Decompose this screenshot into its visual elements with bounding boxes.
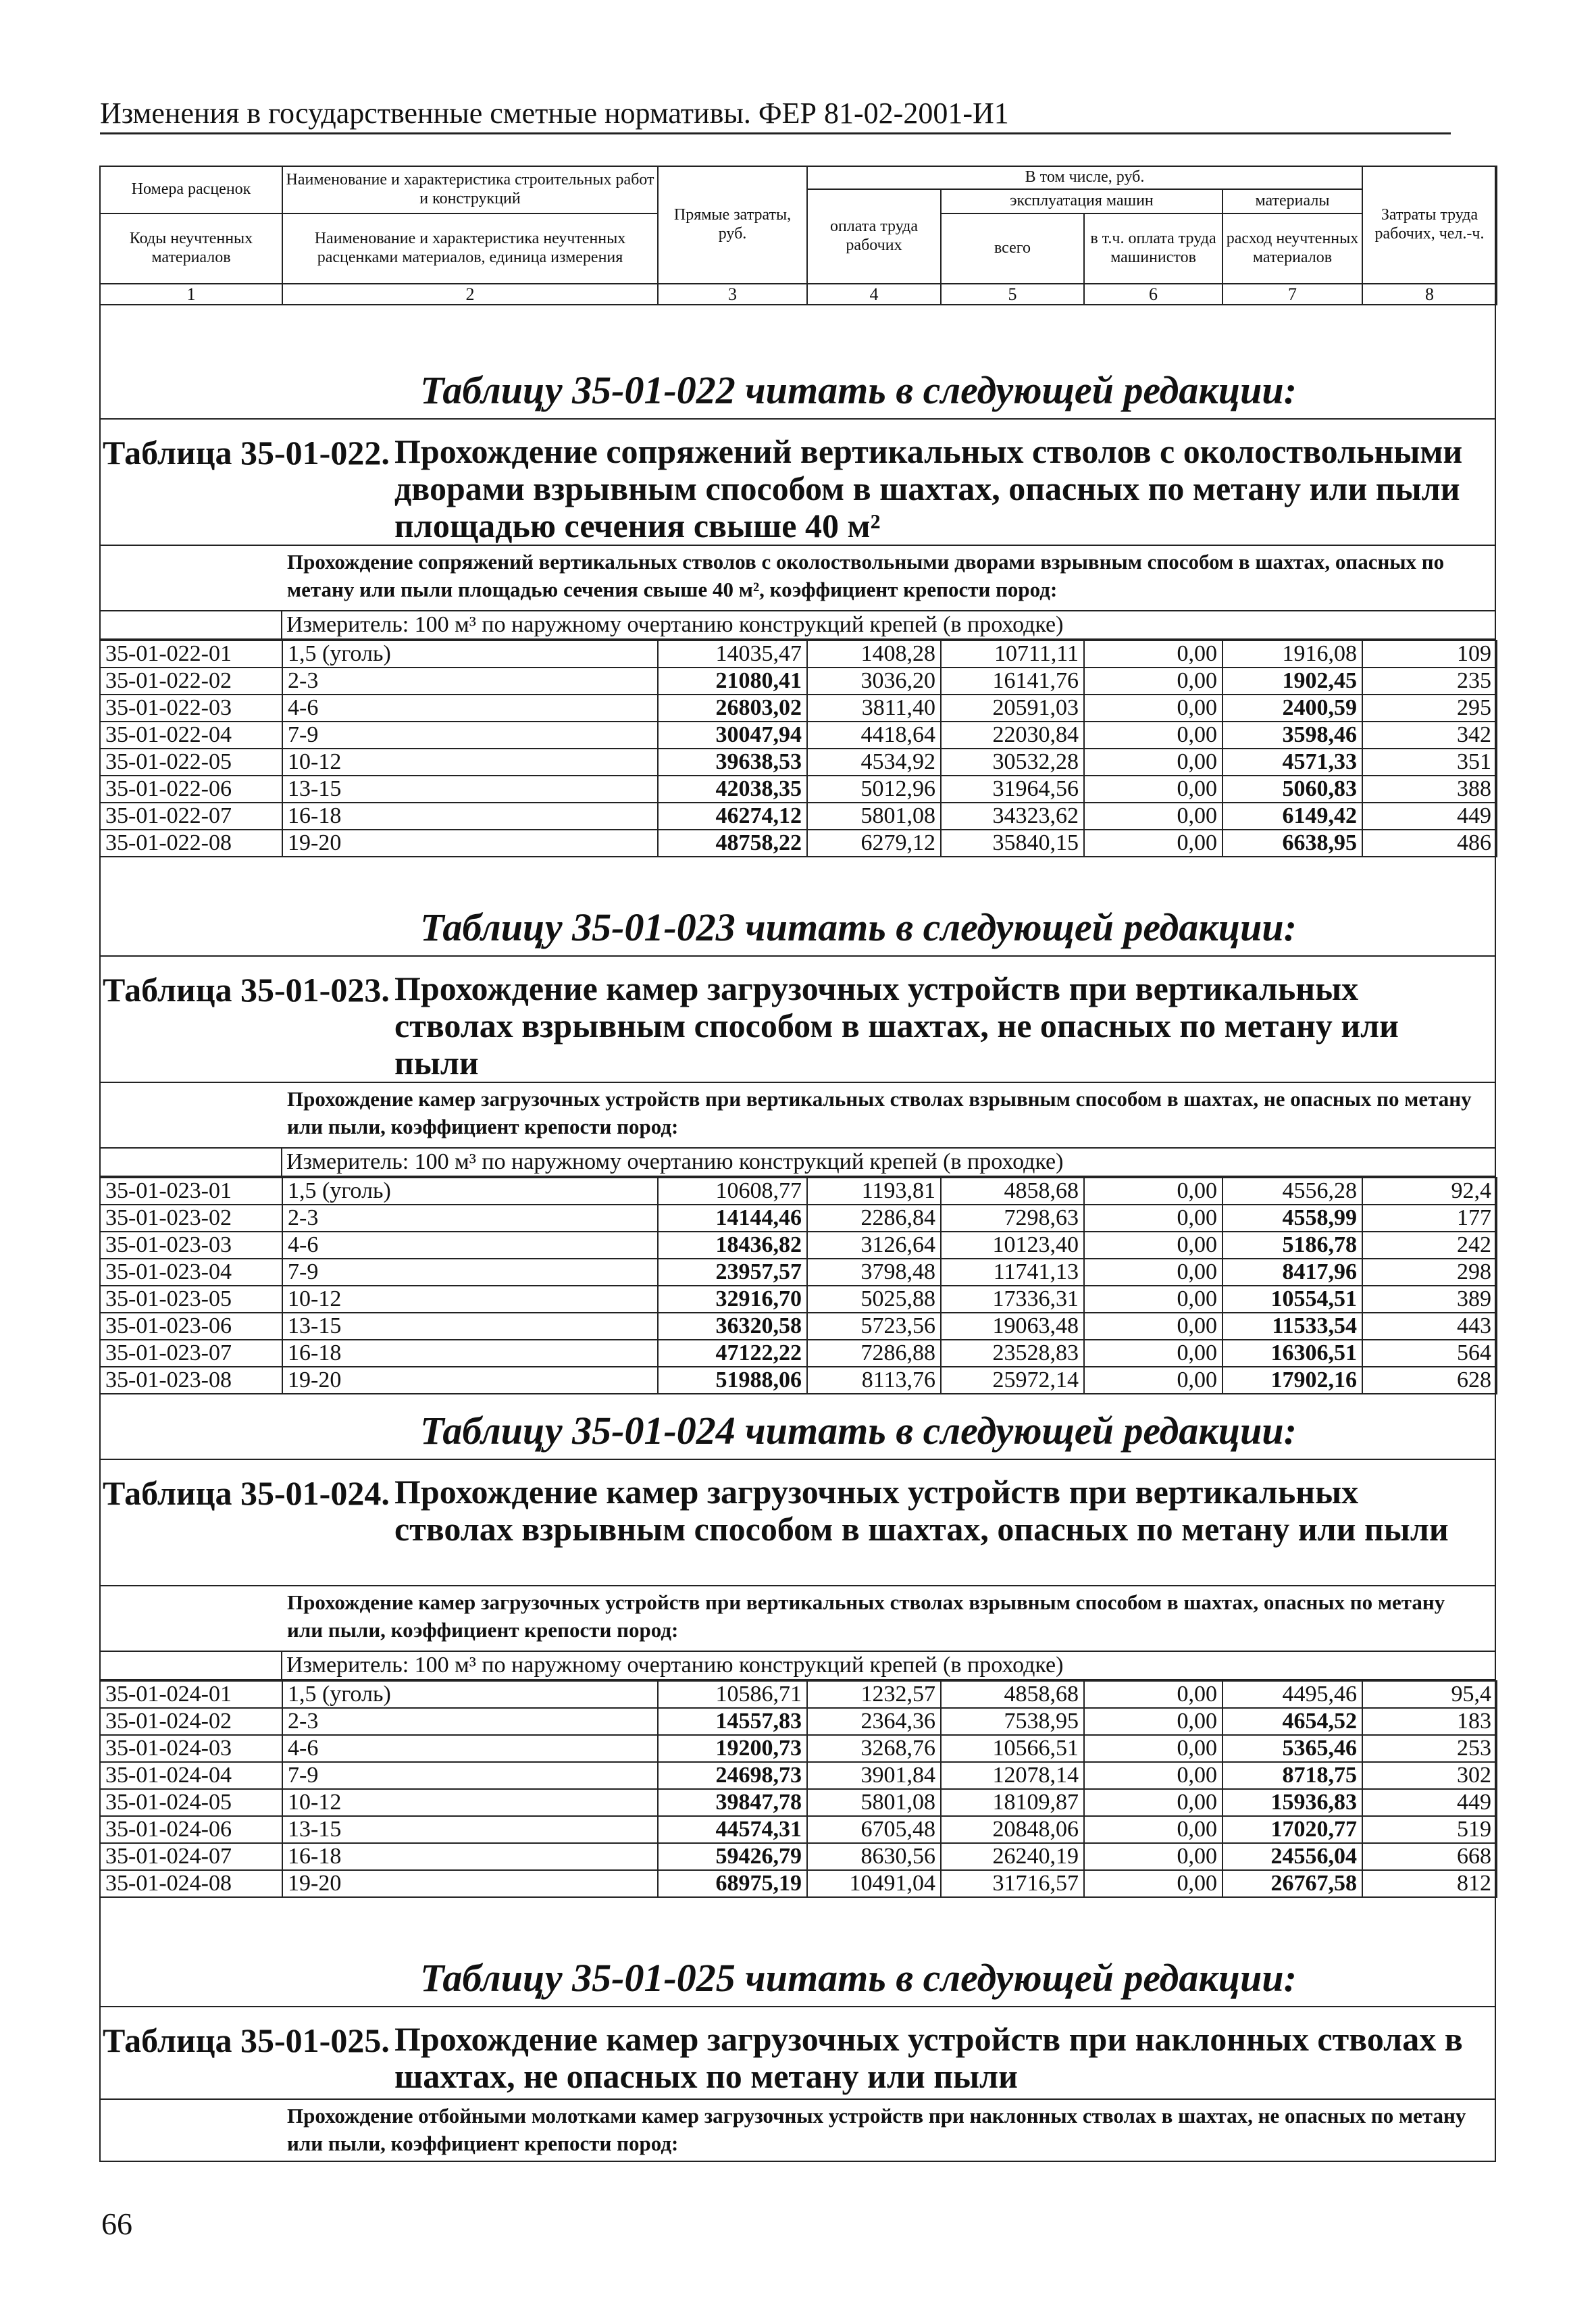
cell-direct: 68975,19	[658, 1870, 807, 1897]
price-table	[99, 1177, 1497, 1394]
cell-hours: 295	[1362, 695, 1497, 722]
cell-drivers: 0,00	[1084, 1708, 1222, 1735]
table-title	[99, 2007, 1496, 2100]
table-title	[99, 420, 1496, 546]
cell-labor: 3126,64	[807, 1232, 941, 1259]
cell-hours: 253	[1362, 1735, 1497, 1762]
cell-direct: 59426,79	[658, 1843, 807, 1870]
cell-drivers: 0,00	[1084, 749, 1222, 776]
cell-mach: 19063,48	[941, 1313, 1084, 1340]
cell-code: 35-01-023-03	[100, 1232, 282, 1259]
cell-drivers: 0,00	[1084, 1286, 1222, 1313]
header-machines-total: всего	[941, 213, 1084, 284]
header-labor-hours: Затраты труда рабочих, чел.-ч.	[1362, 166, 1497, 284]
cell-drivers: 0,00	[1084, 1340, 1222, 1367]
table-row	[100, 1367, 1497, 1394]
cell-mach: 26240,19	[941, 1843, 1084, 1870]
cell-name: 4-6	[282, 1232, 658, 1259]
table-row	[100, 1259, 1497, 1286]
cell-mat: 4558,99	[1222, 1205, 1362, 1232]
measure-text: Измеритель: 100 м³ по наружному очертанию конструкций крепей (в проходке)	[286, 612, 1064, 637]
column-number: 5	[941, 284, 1084, 305]
cell-code: 35-01-024-03	[100, 1735, 282, 1762]
cell-name: 13-15	[282, 1816, 658, 1843]
cell-mach: 10711,11	[941, 640, 1084, 668]
cell-code: 35-01-024-07	[100, 1843, 282, 1870]
cell-labor: 3811,40	[807, 695, 941, 722]
cell-direct: 26803,02	[658, 695, 807, 722]
cell-name: 1,5 (уголь)	[282, 640, 658, 668]
table-section	[99, 899, 1496, 1394]
table-row	[100, 1178, 1497, 1205]
cell-name: 19-20	[282, 830, 658, 857]
table-section	[99, 361, 1496, 857]
price-table	[99, 640, 1497, 857]
cell-mach: 17336,31	[941, 1286, 1084, 1313]
table-row	[100, 722, 1497, 749]
cell-direct: 42038,35	[658, 776, 807, 803]
cell-code: 35-01-024-04	[100, 1762, 282, 1789]
cell-code: 35-01-022-06	[100, 776, 282, 803]
cell-name: 16-18	[282, 803, 658, 830]
cell-mat: 5186,78	[1222, 1232, 1362, 1259]
measure-text: Измеритель: 100 м³ по наружному очертанию конструкций крепей (в проходке)	[286, 1149, 1064, 1174]
cell-labor: 2286,84	[807, 1205, 941, 1232]
cell-labor: 3036,20	[807, 668, 941, 695]
cell-name: 13-15	[282, 776, 658, 803]
cell-direct: 51988,06	[658, 1367, 807, 1394]
cell-mat: 5060,83	[1222, 776, 1362, 803]
cell-code: 35-01-022-02	[100, 668, 282, 695]
column-number: 2	[282, 284, 658, 305]
cell-direct: 47122,22	[658, 1340, 807, 1367]
cell-code: 35-01-022-03	[100, 695, 282, 722]
cell-labor: 5723,56	[807, 1313, 941, 1340]
page-number: 66	[101, 2207, 132, 2241]
redaction-text: Таблицу 35-01-023 читать в следующей редакции:	[420, 905, 1297, 949]
cell-name: 2-3	[282, 668, 658, 695]
cell-hours: 449	[1362, 803, 1497, 830]
cell-direct: 19200,73	[658, 1735, 807, 1762]
cell-mach: 31716,57	[941, 1870, 1084, 1897]
redaction-text: Таблицу 35-01-022 читать в следующей редакции:	[420, 368, 1297, 412]
table-description	[99, 546, 1496, 611]
header-codes: Номера расценок	[100, 166, 282, 213]
cell-hours: 235	[1362, 668, 1497, 695]
cell-labor: 1232,57	[807, 1681, 941, 1708]
table-section	[99, 1402, 1496, 1898]
cell-hours: 443	[1362, 1313, 1497, 1340]
description-text: Прохождение отбойными молотками камер загрузочных устройств при наклонных стволах в шахтах, не опасных по метану или пыли, коэффициент крепости пород:	[287, 2104, 1466, 2155]
cell-name: 7-9	[282, 1259, 658, 1286]
cell-mat: 4571,33	[1222, 749, 1362, 776]
cell-direct: 48758,22	[658, 830, 807, 857]
cell-code: 35-01-024-02	[100, 1708, 282, 1735]
column-header-table	[99, 166, 1497, 305]
cell-code: 35-01-023-05	[100, 1286, 282, 1313]
cell-direct: 44574,31	[658, 1816, 807, 1843]
cell-hours: 351	[1362, 749, 1497, 776]
cell-direct: 18436,82	[658, 1232, 807, 1259]
cell-code: 35-01-022-07	[100, 803, 282, 830]
column-number: 1	[100, 284, 282, 305]
cell-direct: 39847,78	[658, 1789, 807, 1816]
cell-labor: 3901,84	[807, 1762, 941, 1789]
cell-hours: 388	[1362, 776, 1497, 803]
table-row	[100, 640, 1497, 668]
cell-drivers: 0,00	[1084, 1816, 1222, 1843]
cell-mat: 5365,46	[1222, 1735, 1362, 1762]
cell-mach: 35840,15	[941, 830, 1084, 857]
cell-mach: 4858,68	[941, 1681, 1084, 1708]
table-row	[100, 668, 1497, 695]
table-row	[100, 1205, 1497, 1232]
cell-drivers: 0,00	[1084, 1259, 1222, 1286]
redaction-heading	[99, 361, 1496, 420]
cell-name: 10-12	[282, 749, 658, 776]
cell-drivers: 0,00	[1084, 1178, 1222, 1205]
table-title-number: Таблица 35-01-024.	[103, 1474, 390, 1512]
cell-direct: 23957,57	[658, 1259, 807, 1286]
table-row	[100, 1762, 1497, 1789]
cell-mach: 16141,76	[941, 668, 1084, 695]
cell-mach: 7538,95	[941, 1708, 1084, 1735]
table-row	[100, 1313, 1497, 1340]
table-title-text: Прохождение камер загрузочных устройств при вертикальных стволах взрывным способом в шахтах, не опасных по метану или пыли	[394, 970, 1399, 1082]
column-number: 7	[1222, 284, 1362, 305]
cell-direct: 39638,53	[658, 749, 807, 776]
table-row	[100, 1789, 1497, 1816]
cell-name: 2-3	[282, 1205, 658, 1232]
cell-hours: 812	[1362, 1870, 1497, 1897]
cell-mach: 31964,56	[941, 776, 1084, 803]
column-number: 3	[658, 284, 807, 305]
cell-labor: 5801,08	[807, 1789, 941, 1816]
cell-name: 16-18	[282, 1843, 658, 1870]
table-row	[100, 1681, 1497, 1708]
cell-mach: 7298,63	[941, 1205, 1084, 1232]
table-row	[100, 1816, 1497, 1843]
cell-drivers: 0,00	[1084, 1205, 1222, 1232]
table-title-number: Таблица 35-01-023.	[103, 971, 390, 1009]
cell-mat: 8718,75	[1222, 1762, 1362, 1789]
cell-drivers: 0,00	[1084, 695, 1222, 722]
cell-hours: 486	[1362, 830, 1497, 857]
page-header: Изменения в государственные сметные нормативы. ФЕР 81-02-2001-И1	[100, 97, 1009, 130]
cell-name: 19-20	[282, 1870, 658, 1897]
cell-code: 35-01-022-08	[100, 830, 282, 857]
cell-drivers: 0,00	[1084, 1870, 1222, 1897]
cell-mat: 26767,58	[1222, 1870, 1362, 1897]
header-including: В том числе, руб.	[807, 166, 1362, 189]
table-title-text: Прохождение камер загрузочных устройств при вертикальных стволах взрывным способом в шахтах, опасных по метану или пыли	[394, 1473, 1449, 1548]
cell-labor: 6279,12	[807, 830, 941, 857]
cell-mat: 4556,28	[1222, 1178, 1362, 1205]
cell-name: 4-6	[282, 1735, 658, 1762]
cell-hours: 109	[1362, 640, 1497, 668]
header-material-codes: Коды неучтенных материалов	[100, 213, 282, 284]
description-text: Прохождение камер загрузочных устройств при вертикальных стволах взрывным способом в шахтах, опасных по метану или пыли, коэффициент крепости пород:	[287, 1590, 1445, 1642]
price-table	[99, 1680, 1497, 1898]
cell-drivers: 0,00	[1084, 1367, 1222, 1394]
table-row	[100, 749, 1497, 776]
header-rule	[100, 132, 1451, 134]
cell-name: 4-6	[282, 695, 658, 722]
cell-name: 10-12	[282, 1789, 658, 1816]
header-materials: материалы	[1222, 189, 1362, 213]
cell-direct: 32916,70	[658, 1286, 807, 1313]
table-title	[99, 1460, 1496, 1586]
cell-code: 35-01-024-06	[100, 1816, 282, 1843]
cell-mach: 20848,06	[941, 1816, 1084, 1843]
cell-code: 35-01-024-08	[100, 1870, 282, 1897]
description-text: Прохождение сопряжений вертикальных стволов с околоствольными дворами взрывным способом в шахтах, опасных по метану или пыли площадью сечения свыше 40 м², коэффициент крепости пород:	[287, 550, 1445, 601]
column-number: 6	[1084, 284, 1222, 305]
cell-code: 35-01-023-01	[100, 1178, 282, 1205]
cell-hours: 177	[1362, 1205, 1497, 1232]
table-row	[100, 1286, 1497, 1313]
measure-text: Измеритель: 100 м³ по наружному очертанию конструкций крепей (в проходке)	[286, 1653, 1064, 1678]
header-drivers-pay: в т.ч. оплата труда машинистов	[1084, 213, 1222, 284]
cell-mat: 11533,54	[1222, 1313, 1362, 1340]
cell-code: 35-01-024-01	[100, 1681, 282, 1708]
cell-code: 35-01-023-02	[100, 1205, 282, 1232]
cell-labor: 1193,81	[807, 1178, 941, 1205]
cell-labor: 8630,56	[807, 1843, 941, 1870]
cell-mach: 20591,03	[941, 695, 1084, 722]
cell-name: 16-18	[282, 1340, 658, 1367]
cell-direct: 30047,94	[658, 722, 807, 749]
table-description	[99, 2100, 1496, 2164]
table-title-number: Таблица 35-01-025.	[103, 2021, 390, 2059]
cell-name: 13-15	[282, 1313, 658, 1340]
cell-labor: 7286,88	[807, 1340, 941, 1367]
cell-mach: 30532,28	[941, 749, 1084, 776]
cell-direct: 14035,47	[658, 640, 807, 668]
cell-drivers: 0,00	[1084, 1762, 1222, 1789]
cell-drivers: 0,00	[1084, 803, 1222, 830]
table-row	[100, 1870, 1497, 1897]
cell-mat: 4495,46	[1222, 1681, 1362, 1708]
cell-labor: 10491,04	[807, 1870, 941, 1897]
cell-labor: 6705,48	[807, 1816, 941, 1843]
cell-hours: 668	[1362, 1843, 1497, 1870]
cell-direct: 14557,83	[658, 1708, 807, 1735]
table-title	[99, 957, 1496, 1083]
cell-mach: 10123,40	[941, 1232, 1084, 1259]
cell-name: 2-3	[282, 1708, 658, 1735]
cell-mat: 2400,59	[1222, 695, 1362, 722]
table-row	[100, 1340, 1497, 1367]
cell-mach: 22030,84	[941, 722, 1084, 749]
cell-code: 35-01-023-07	[100, 1340, 282, 1367]
cell-drivers: 0,00	[1084, 722, 1222, 749]
cell-mat: 17020,77	[1222, 1816, 1362, 1843]
cell-mat: 4654,52	[1222, 1708, 1362, 1735]
table-description	[99, 1083, 1496, 1149]
redaction-heading	[99, 1402, 1496, 1460]
cell-mat: 15936,83	[1222, 1789, 1362, 1816]
cell-name: 19-20	[282, 1367, 658, 1394]
last-section	[99, 1949, 1496, 2164]
cell-mach: 10566,51	[941, 1735, 1084, 1762]
cell-direct: 10608,77	[658, 1178, 807, 1205]
cell-direct: 21080,41	[658, 668, 807, 695]
measure-row	[99, 1652, 1496, 1680]
table-title-number: Таблица 35-01-022.	[103, 434, 390, 472]
cell-hours: 302	[1362, 1762, 1497, 1789]
cell-drivers: 0,00	[1084, 640, 1222, 668]
table-description	[99, 1586, 1496, 1652]
header-work-name: Наименование и характеристика строительных работ и конструкций	[282, 166, 658, 213]
cell-hours: 628	[1362, 1367, 1497, 1394]
cell-hours: 389	[1362, 1286, 1497, 1313]
cell-code: 35-01-024-05	[100, 1789, 282, 1816]
cell-code: 35-01-022-05	[100, 749, 282, 776]
cell-drivers: 0,00	[1084, 1681, 1222, 1708]
cell-hours: 298	[1362, 1259, 1497, 1286]
cell-labor: 4418,64	[807, 722, 941, 749]
table-row	[100, 776, 1497, 803]
cell-hours: 449	[1362, 1789, 1497, 1816]
cell-mat: 16306,51	[1222, 1340, 1362, 1367]
cell-mach: 23528,83	[941, 1340, 1084, 1367]
cell-labor: 5025,88	[807, 1286, 941, 1313]
cell-hours: 183	[1362, 1708, 1497, 1735]
cell-code: 35-01-022-04	[100, 722, 282, 749]
cell-hours: 342	[1362, 722, 1497, 749]
cell-direct: 46274,12	[658, 803, 807, 830]
cell-mach: 12078,14	[941, 1762, 1084, 1789]
column-number: 4	[807, 284, 941, 305]
cell-labor: 5012,96	[807, 776, 941, 803]
cell-mat: 3598,46	[1222, 722, 1362, 749]
cell-mat: 6638,95	[1222, 830, 1362, 857]
description-text: Прохождение камер загрузочных устройств при вертикальных стволах взрывным способом в шахтах, не опасных по метану или пыли, коэффициент крепости пород:	[287, 1087, 1472, 1138]
cell-labor: 1408,28	[807, 640, 941, 668]
cell-labor: 8113,76	[807, 1367, 941, 1394]
cell-name: 1,5 (уголь)	[282, 1178, 658, 1205]
table-row	[100, 695, 1497, 722]
table-title-text: Прохождение камер загрузочных устройств при наклонных стволах в шахтах, не опасных по метану или пыли	[394, 2020, 1463, 2095]
cell-drivers: 0,00	[1084, 1313, 1222, 1340]
cell-labor: 3268,76	[807, 1735, 941, 1762]
cell-labor: 3798,48	[807, 1259, 941, 1286]
header-material-name: Наименование и характеристика неучтенных расценками материалов, единица измерения	[282, 213, 658, 284]
redaction-heading	[99, 899, 1496, 957]
cell-drivers: 0,00	[1084, 668, 1222, 695]
cell-mat: 8417,96	[1222, 1259, 1362, 1286]
header-machines: эксплуатация машин	[941, 189, 1222, 213]
table-row	[100, 1735, 1497, 1762]
cell-drivers: 0,00	[1084, 1843, 1222, 1870]
cell-direct: 36320,58	[658, 1313, 807, 1340]
table-row	[100, 1708, 1497, 1735]
cell-mach: 18109,87	[941, 1789, 1084, 1816]
cell-mat: 1902,45	[1222, 668, 1362, 695]
cell-drivers: 0,00	[1084, 1789, 1222, 1816]
table-title-text: Прохождение сопряжений вертикальных стволов с околоствольными дворами взрывным способом в шахтах, опасных по метану или пыли площадью сечения свыше 40 м²	[394, 432, 1463, 545]
cell-mach: 25972,14	[941, 1367, 1084, 1394]
redaction-heading	[99, 1949, 1496, 2007]
cell-drivers: 0,00	[1084, 1735, 1222, 1762]
cell-name: 10-12	[282, 1286, 658, 1313]
cell-code: 35-01-023-04	[100, 1259, 282, 1286]
column-number: 8	[1362, 284, 1497, 305]
cell-hours: 519	[1362, 1816, 1497, 1843]
cell-name: 7-9	[282, 1762, 658, 1789]
cell-labor: 5801,08	[807, 803, 941, 830]
measure-row	[99, 1149, 1496, 1177]
cell-labor: 2364,36	[807, 1708, 941, 1735]
table-row	[100, 830, 1497, 857]
cell-name: 1,5 (уголь)	[282, 1681, 658, 1708]
cell-hours: 95,4	[1362, 1681, 1497, 1708]
cell-mach: 4858,68	[941, 1178, 1084, 1205]
cell-mat: 6149,42	[1222, 803, 1362, 830]
header-direct-costs: Прямые затраты, руб.	[658, 166, 807, 284]
cell-code: 35-01-023-06	[100, 1313, 282, 1340]
cell-mat: 17902,16	[1222, 1367, 1362, 1394]
header-material-usage: расход неучтенных материалов	[1222, 213, 1362, 284]
measure-row	[99, 611, 1496, 640]
cell-hours: 564	[1362, 1340, 1497, 1367]
cell-labor: 4534,92	[807, 749, 941, 776]
table-row	[100, 1232, 1497, 1259]
cell-hours: 242	[1362, 1232, 1497, 1259]
cell-direct: 10586,71	[658, 1681, 807, 1708]
cell-direct: 14144,46	[658, 1205, 807, 1232]
cell-code: 35-01-022-01	[100, 640, 282, 668]
redaction-text: Таблицу 35-01-025 читать в следующей редакции:	[420, 1955, 1297, 2000]
table-row	[100, 1843, 1497, 1870]
table-row	[100, 803, 1497, 830]
header-labor-pay: оплата труда рабочих	[807, 189, 941, 284]
cell-hours: 92,4	[1362, 1178, 1497, 1205]
cell-drivers: 0,00	[1084, 776, 1222, 803]
cell-code: 35-01-023-08	[100, 1367, 282, 1394]
redaction-text: Таблицу 35-01-024 читать в следующей редакции:	[420, 1408, 1297, 1453]
cell-mach: 11741,13	[941, 1259, 1084, 1286]
cell-mat: 24556,04	[1222, 1843, 1362, 1870]
cell-mat: 10554,51	[1222, 1286, 1362, 1313]
cell-direct: 24698,73	[658, 1762, 807, 1789]
cell-drivers: 0,00	[1084, 1232, 1222, 1259]
cell-mach: 34323,62	[941, 803, 1084, 830]
cell-drivers: 0,00	[1084, 830, 1222, 857]
cell-mat: 1916,08	[1222, 640, 1362, 668]
cell-name: 7-9	[282, 722, 658, 749]
